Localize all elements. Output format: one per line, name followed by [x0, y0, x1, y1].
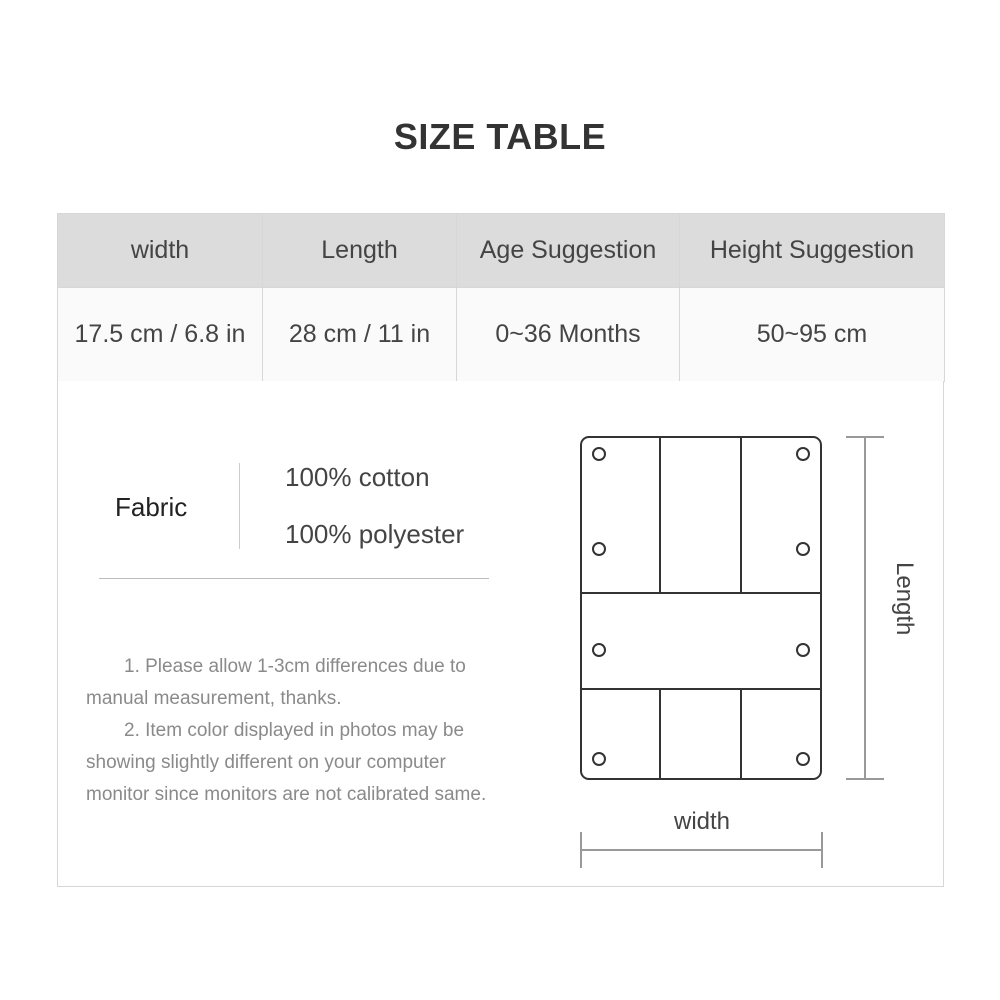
cell-length: 28 cm / 11 in: [263, 288, 457, 382]
fabric-separator: [99, 578, 489, 579]
cell-width: 17.5 cm / 6.8 in: [58, 288, 263, 382]
table-row: [58, 288, 945, 382]
width-label: width: [674, 808, 731, 835]
cell-age: 0~36 Months: [457, 288, 680, 382]
note-item: 1. Please allow 1-3cm differences due to manual measurement, thanks.: [86, 656, 466, 709]
fabric-divider: [239, 463, 240, 549]
snap-button-icon: [797, 543, 809, 555]
size-table: [57, 213, 945, 382]
header-width: width: [58, 214, 263, 288]
fabric-label: Fabric: [115, 492, 188, 522]
fabric-value-polyester: 100% polyester: [285, 519, 465, 549]
folded-mat-diagram-icon: [520, 380, 860, 830]
page-title: SIZE TABLE: [393, 116, 607, 157]
cell-height: 50~95 cm: [680, 288, 945, 382]
snap-button-icon: [593, 644, 605, 656]
note-item: 2. Item color displayed in photos may be showing slightly different on your computer monitor since monitors are not calibrated same.: [86, 720, 487, 805]
header-length: Length: [263, 214, 457, 288]
snap-button-icon: [593, 753, 605, 765]
fabric-value-cotton: 100% cotton: [285, 462, 430, 492]
snap-button-icon: [593, 543, 605, 555]
notes: [86, 651, 506, 811]
snap-button-icon: [797, 448, 809, 460]
header-height-suggestion: Height Suggestion: [680, 214, 945, 288]
table-header-row: [58, 214, 945, 288]
length-label: Length: [891, 562, 918, 636]
snap-button-icon: [797, 644, 809, 656]
length-measure-bar: [840, 430, 890, 790]
snap-button-icon: [593, 448, 605, 460]
mat-outline: [581, 437, 821, 779]
snap-button-icon: [797, 753, 809, 765]
header-age-suggestion: Age Suggestion: [457, 214, 680, 288]
